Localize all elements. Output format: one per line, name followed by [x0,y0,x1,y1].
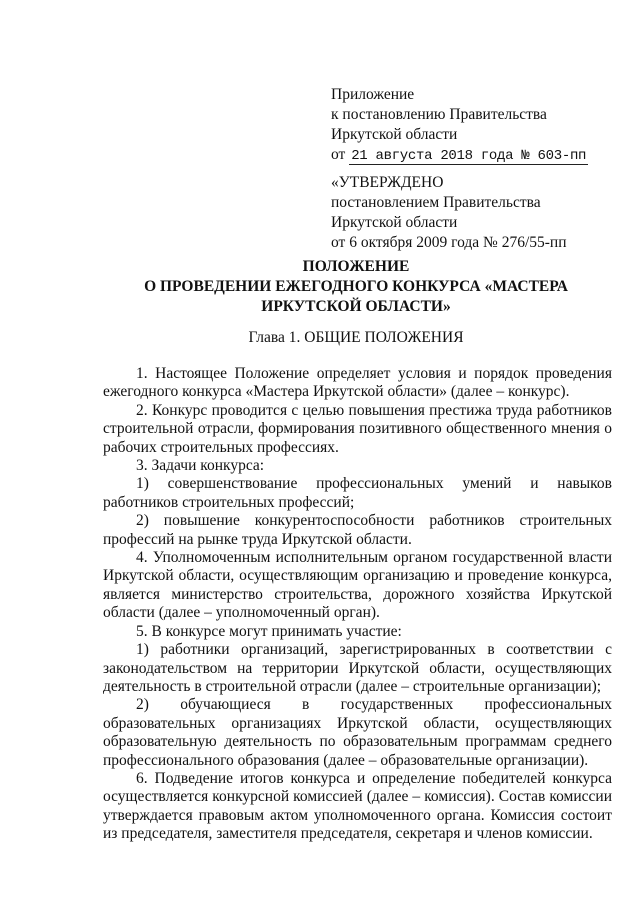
appendix-line: к постановлению Правительства [331,106,547,123]
approval-line: «УТВЕРЖДЕНО [331,174,444,191]
appendix-header [331,85,631,166]
title-line: О ПРОВЕДЕНИИ ЕЖЕГОДНОГО КОНКУРСА «МАСТЕРА [144,278,568,295]
chapter-heading: Глава 1. ОБЩИЕ ПОЛОЖЕНИЯ [248,329,464,346]
paragraph: 5. В конкурсе могут принимать участие: [136,622,402,640]
appendix-date-value: 21 августа 2018 года № 603-пп [351,148,587,164]
appendix-line: Приложение [331,86,415,103]
paragraph: 4. Уполномоченным исполнительным органом государственной власти Иркутской области, осуществляющим организацию и проведение конкурса, является министерство строительства, дорожного хозяйства Иркутской области (далее – уполномоченный орган). [103,549,612,622]
paragraph: 1. Настоящее Положение определяет условия и порядок проведения ежегодного конкурса «Мастера Иркутской области» (далее – конкурс). [103,365,612,401]
approval-line: от 6 октября 2009 года № 276/55-пп [331,234,567,251]
appendix-date-prefix: от [331,146,346,163]
paragraph: 1) совершенствование профессиональных умений и навыков работников строительных профессий; [103,475,612,511]
paragraph: 3. Задачи конкурса: [136,457,265,475]
paragraph: 2) обучающиеся в государственных профессиональных образовательных организациях Иркутской области, осуществляющих образовательную деятельность по образовательным программам среднего профессионального образования (далее – образовательные организации). [103,696,612,769]
approval-block [331,173,631,253]
paragraph: 2) повышение конкурентоспособности работников строительных профессий на рынке труда Иркутской области. [103,512,612,548]
appendix-line: Иркутской области [331,126,458,143]
paragraph: 6. Подведение итогов конкурса и определение победителей конкурса осуществляется конкурсной комиссией (далее – комиссия). Состав комиссии утверждается правовым актом уполномоченного органа. Комиссия состоит из председателя, заместителя председателя, секретаря и членов комиссии. [103,769,612,843]
title-line: ПОЛОЖЕНИЕ [302,258,410,275]
appendix-date [331,145,631,166]
document-body [103,365,612,844]
document-title [100,257,612,317]
paragraph: 1) работники организаций, зарегистрированных в соответствии с законодательством на территории Иркутской области, осуществляющих деятельность в строительной отрасли (далее – строительные организации); [103,641,612,695]
approval-line: Иркутской области [331,214,458,231]
title-line: ИРКУТСКОЙ ОБЛАСТИ» [261,298,451,315]
paragraph: 2. Конкурс проводится с целью повышения престижа труда работников строительной отрасли, формирования позитивного общественного мнения о рабочих строительных профессиях. [103,401,612,456]
approval-line: постановлением Правительства [331,194,541,211]
